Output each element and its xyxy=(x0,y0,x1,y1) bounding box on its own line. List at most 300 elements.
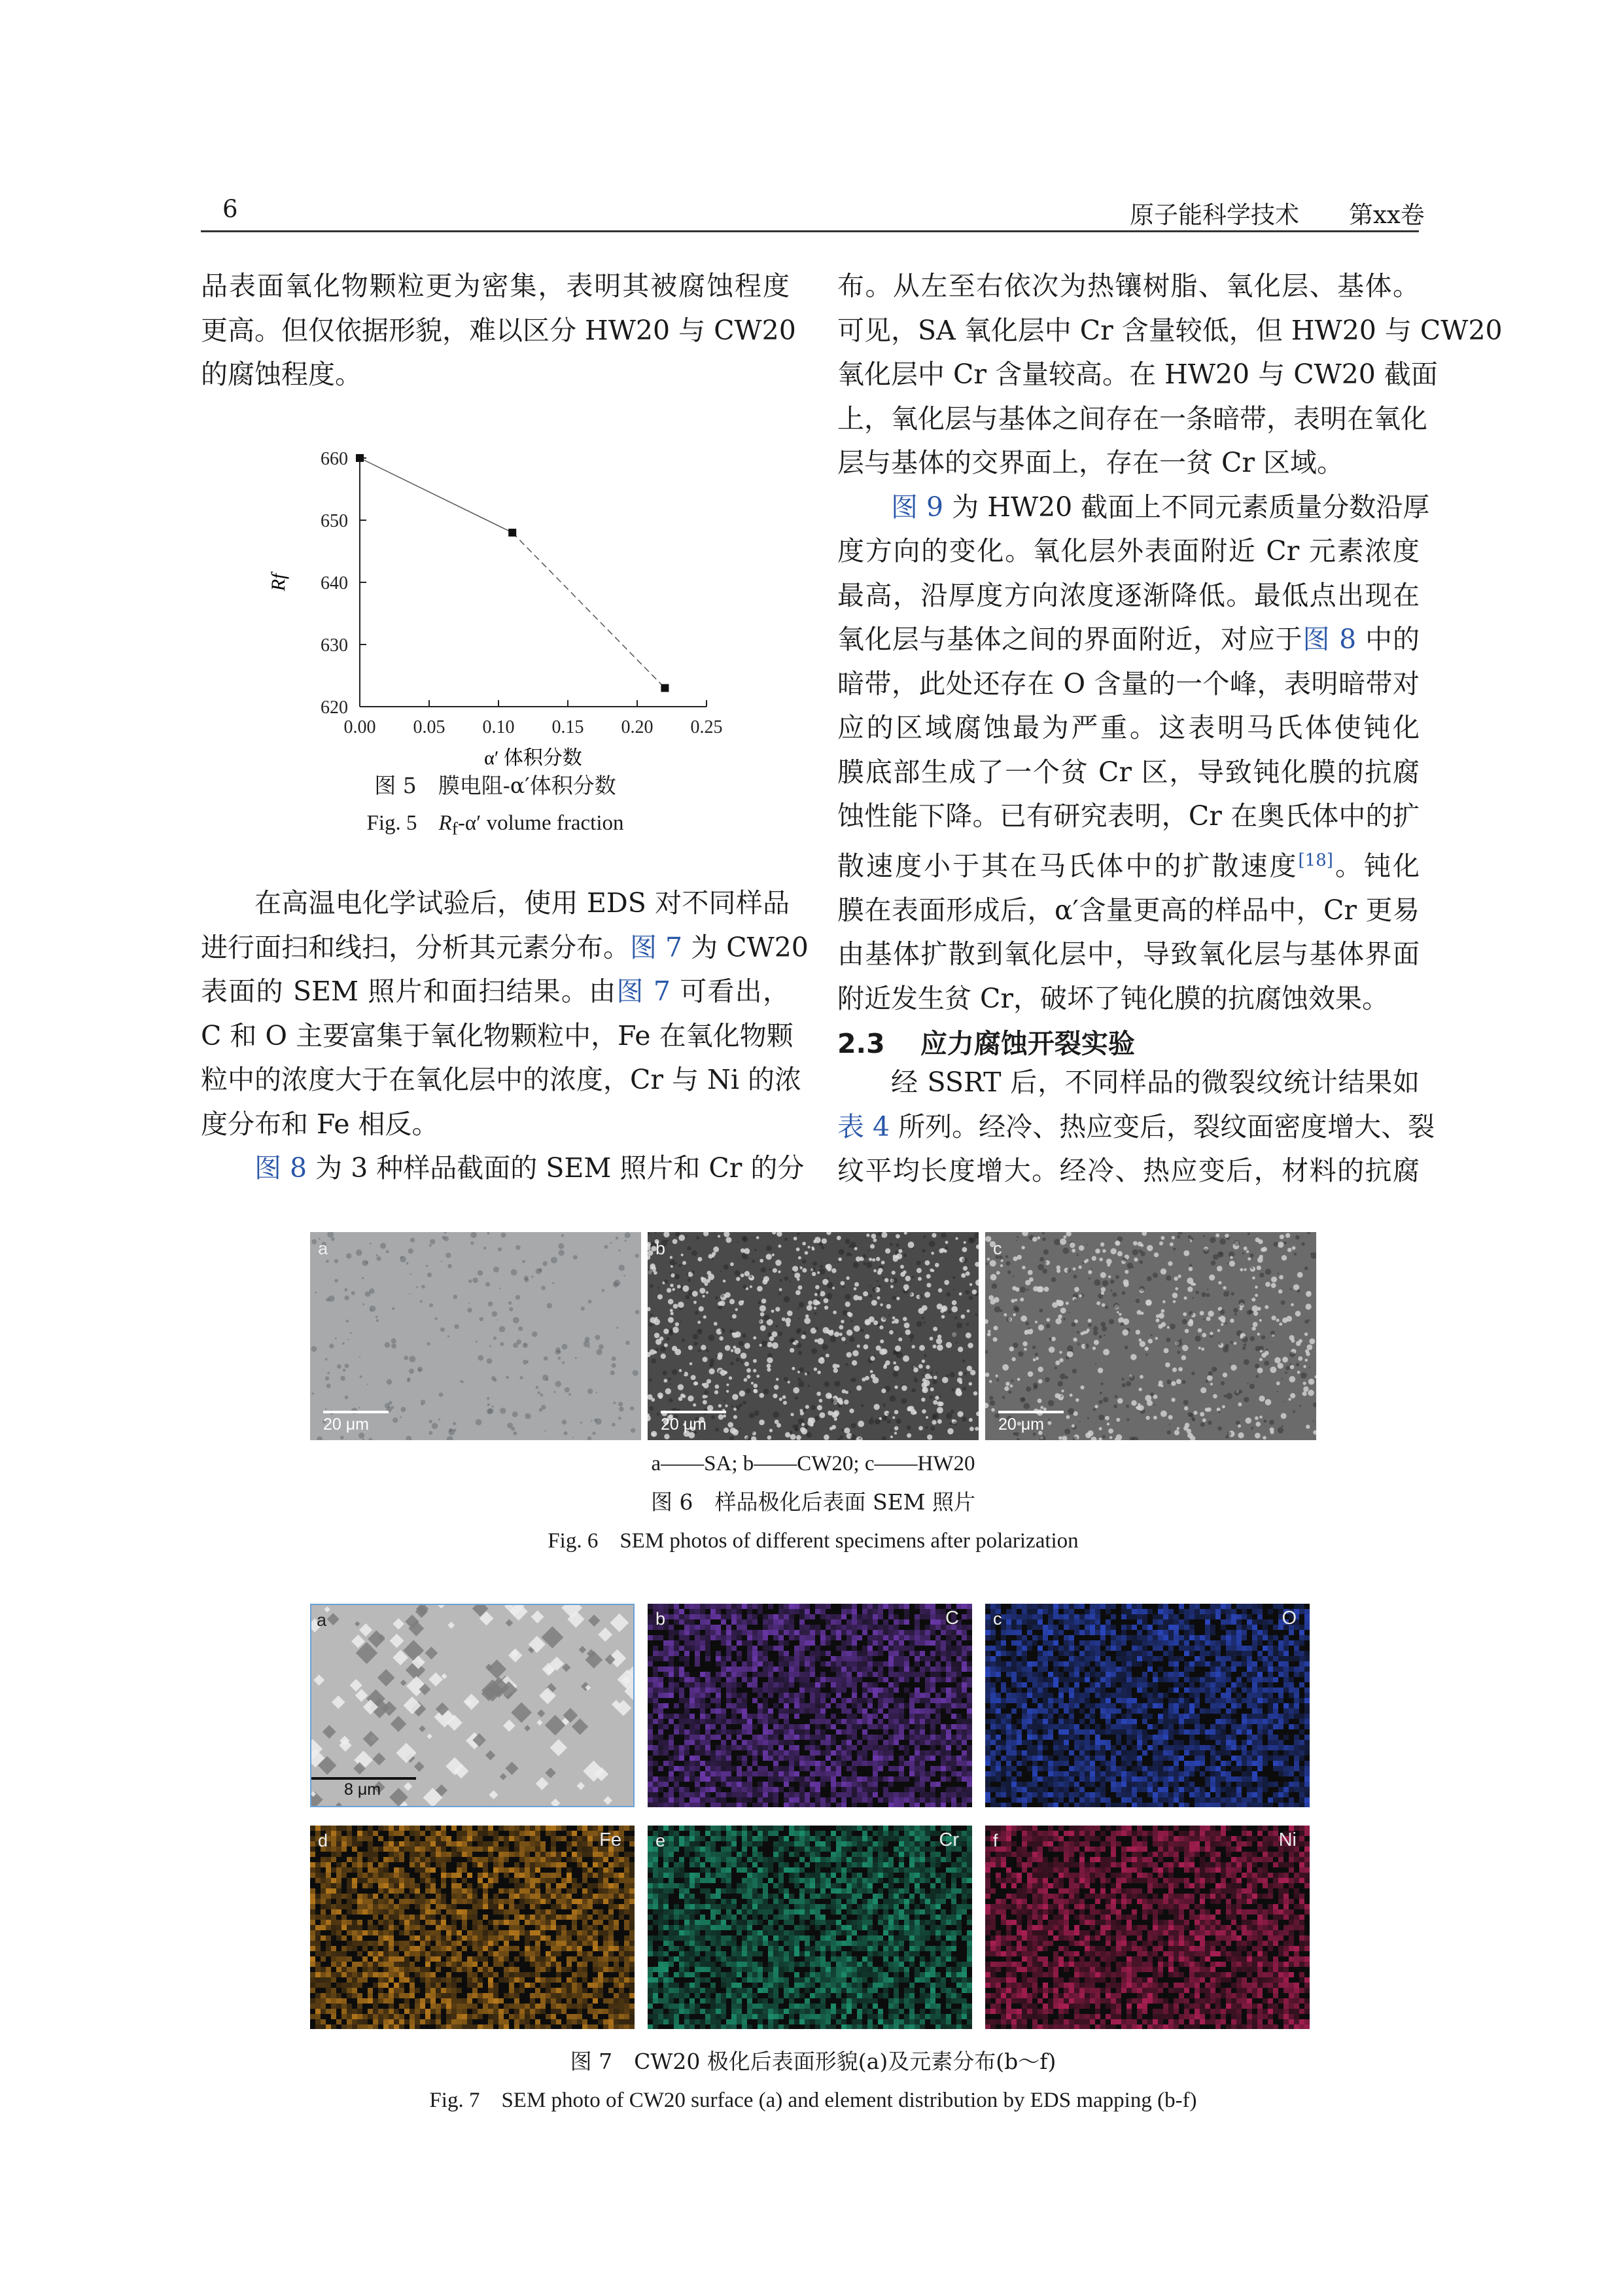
oxide-particle xyxy=(1174,1430,1179,1435)
map-pixel xyxy=(1200,1677,1205,1682)
oxide-particle xyxy=(1307,1345,1313,1351)
map-pixel xyxy=(1283,1635,1289,1640)
map-pixel xyxy=(1163,1677,1168,1682)
map-pixel xyxy=(1111,1703,1116,1708)
map-pixel xyxy=(716,1803,721,1807)
map-pixel xyxy=(663,1740,669,1745)
oxide-particle xyxy=(856,1256,861,1262)
figure-7-link[interactable]: 图 7 xyxy=(616,976,671,1007)
map-pixel xyxy=(1247,1719,1252,1724)
map-pixel xyxy=(674,1782,679,1787)
map-pixel xyxy=(799,1625,805,1630)
map-pixel xyxy=(985,1651,990,1656)
map-pixel xyxy=(784,1729,789,1735)
scale-bar xyxy=(661,1411,726,1413)
dark-spot xyxy=(709,1358,714,1364)
map-pixel xyxy=(915,1708,920,1714)
text-span: 为 HW20 截面上不同元素质量分数沿厚 xyxy=(943,491,1430,523)
map-pixel xyxy=(684,1635,689,1640)
map-pixel xyxy=(820,1750,826,1756)
map-pixel xyxy=(826,1776,831,1782)
map-pixel xyxy=(894,1766,899,1771)
map-pixel xyxy=(674,1630,679,1635)
map-pixel xyxy=(1168,1677,1174,1682)
map-pixel xyxy=(996,1714,1001,1719)
oxide-particle xyxy=(845,1301,850,1307)
map-pixel xyxy=(674,1667,679,1672)
oxide-particle xyxy=(706,1291,708,1294)
map-pixel xyxy=(990,1656,996,1661)
map-pixel xyxy=(731,1646,737,1651)
map-pixel xyxy=(1184,1719,1189,1724)
dark-spot xyxy=(914,1378,918,1382)
dark-spot xyxy=(544,1356,548,1361)
dark-spot xyxy=(400,1417,402,1419)
map-pixel xyxy=(710,1797,716,1803)
map-pixel xyxy=(1074,1656,1079,1661)
dark-spot xyxy=(1230,1292,1234,1296)
map-pixel xyxy=(768,1708,773,1714)
map-pixel xyxy=(679,1614,684,1619)
map-pixel xyxy=(1038,1682,1043,1687)
map-pixel xyxy=(1100,1703,1106,1708)
map-pixel xyxy=(920,1724,925,1729)
oxide-particle xyxy=(1259,1319,1262,1322)
dark-spot xyxy=(773,1411,779,1418)
oxide-particle xyxy=(675,1322,679,1326)
dark-spot xyxy=(1183,1400,1189,1405)
map-pixel xyxy=(1126,1682,1132,1687)
map-pixel xyxy=(1179,1625,1184,1630)
map-pixel xyxy=(663,1761,669,1766)
oxide-particle xyxy=(756,1236,759,1239)
dark-spot xyxy=(1176,1340,1182,1347)
map-pixel xyxy=(737,1797,742,1803)
oxide-particle xyxy=(1145,1347,1148,1349)
map-pixel xyxy=(935,1703,941,1708)
dark-spot xyxy=(1006,1261,1011,1265)
dark-spot xyxy=(1247,1383,1248,1384)
map-pixel xyxy=(747,1635,752,1640)
map-pixel xyxy=(956,1735,962,1740)
dark-spot xyxy=(1244,1343,1246,1346)
map-pixel xyxy=(941,1756,946,1761)
map-pixel xyxy=(888,1614,894,1619)
map-pixel xyxy=(846,1750,852,1756)
oxide-particle xyxy=(873,1404,879,1410)
dark-spot xyxy=(421,1285,425,1289)
dark-spot xyxy=(518,1326,523,1331)
dark-spot xyxy=(1072,1322,1076,1327)
figure-9-link[interactable]: 图 9 xyxy=(891,491,944,523)
map-pixel xyxy=(742,1761,747,1766)
map-pixel xyxy=(752,1619,758,1625)
map-pixel xyxy=(990,1724,996,1729)
oxide-particle xyxy=(1099,1258,1103,1262)
map-pixel xyxy=(716,1651,721,1656)
map-pixel xyxy=(773,1703,778,1708)
dark-spot xyxy=(380,1243,386,1248)
map-pixel xyxy=(826,1724,831,1729)
oxide-particle xyxy=(814,1293,818,1296)
map-pixel xyxy=(653,1677,658,1682)
oxide-particle xyxy=(1119,1313,1121,1315)
map-pixel xyxy=(1132,1708,1137,1714)
oxide-particle xyxy=(873,1269,877,1273)
oxide-particle xyxy=(935,1263,939,1267)
dark-spot xyxy=(877,1280,879,1282)
oxide-particle xyxy=(882,1349,888,1354)
map-pixel xyxy=(836,1803,841,1807)
oxide-particle xyxy=(1230,1365,1236,1371)
map-pixel xyxy=(1252,1672,1257,1677)
map-pixel xyxy=(1058,1693,1064,1698)
dark-spot xyxy=(470,1232,476,1238)
map-pixel xyxy=(899,1724,904,1729)
dark-spot xyxy=(707,1350,709,1352)
oxide-particle xyxy=(1278,1363,1283,1369)
map-pixel xyxy=(1231,1640,1236,1646)
map-pixel xyxy=(705,1724,710,1729)
map-pixel xyxy=(1226,1693,1231,1698)
map-pixel xyxy=(1215,1604,1221,1609)
map-pixel xyxy=(810,1656,815,1661)
map-pixel xyxy=(1263,1714,1268,1719)
map-pixel xyxy=(985,1630,990,1635)
map-pixel xyxy=(705,1714,710,1719)
map-pixel xyxy=(1268,1646,1273,1651)
text-span: 进行面扫和线扫，分析其元素分布。 xyxy=(201,931,630,963)
oxide-particle xyxy=(739,1390,745,1396)
oxide-particle xyxy=(952,1419,954,1422)
map-pixel xyxy=(1221,1635,1226,1640)
map-pixel xyxy=(810,1698,815,1703)
map-pixel xyxy=(857,1651,862,1656)
dark-spot xyxy=(860,1328,864,1332)
map-pixel xyxy=(920,1672,925,1677)
dark-spot xyxy=(952,1276,955,1279)
map-pixel xyxy=(867,1651,873,1656)
oxide-particle xyxy=(932,1420,936,1424)
oxide-particle xyxy=(1021,1246,1024,1249)
map-pixel xyxy=(831,1614,836,1619)
dark-spot xyxy=(769,1268,771,1270)
map-pixel xyxy=(967,1719,972,1724)
oxide-particle xyxy=(1066,1415,1070,1419)
map-pixel xyxy=(773,1766,778,1771)
map-pixel xyxy=(1064,1619,1069,1625)
map-pixel xyxy=(1189,1708,1195,1714)
map-pixel xyxy=(737,1766,742,1771)
figure-7-link[interactable]: 图 7 xyxy=(630,931,683,963)
map-pixel xyxy=(810,1787,815,1792)
map-pixel xyxy=(674,1803,679,1807)
map-pixel xyxy=(1048,1609,1053,1614)
map-pixel xyxy=(721,1750,726,1756)
map-pixel xyxy=(768,1682,773,1687)
map-pixel xyxy=(1132,1656,1137,1661)
map-pixel xyxy=(831,1630,836,1635)
oxide-particle xyxy=(1015,1287,1020,1292)
table-4-link[interactable]: 表 4 xyxy=(837,1110,890,1142)
dark-spot xyxy=(340,1376,345,1381)
map-pixel xyxy=(1242,1614,1247,1619)
map-pixel xyxy=(752,1687,758,1693)
map-pixel xyxy=(684,1776,689,1782)
map-pixel xyxy=(930,1667,935,1672)
map-pixel xyxy=(1168,1630,1174,1635)
map-pixel xyxy=(658,1677,663,1682)
map-pixel xyxy=(1079,1656,1085,1661)
dark-spot xyxy=(1115,1395,1118,1398)
map-pixel xyxy=(867,1646,873,1651)
map-pixel xyxy=(742,1724,747,1729)
map-pixel xyxy=(1247,1619,1252,1625)
map-pixel xyxy=(841,1698,846,1703)
map-pixel xyxy=(1085,1619,1090,1625)
map-pixel xyxy=(737,1672,742,1677)
map-pixel xyxy=(841,1614,846,1619)
oxide-particle xyxy=(773,1394,777,1398)
oxide-particle xyxy=(988,1295,994,1300)
map-pixel xyxy=(695,1703,700,1708)
map-pixel xyxy=(1027,1630,1032,1635)
oxide-particle xyxy=(937,1402,943,1407)
oxide-particle xyxy=(935,1396,939,1400)
dark-spot xyxy=(427,1273,432,1277)
map-pixel xyxy=(1126,1667,1132,1672)
dark-spot xyxy=(890,1396,896,1402)
map-pixel xyxy=(763,1687,768,1693)
dark-spot xyxy=(1025,1322,1029,1326)
map-pixel xyxy=(967,1682,972,1687)
map-pixel xyxy=(990,1708,996,1714)
map-pixel xyxy=(1226,1698,1231,1703)
dark-spot xyxy=(850,1434,856,1440)
oxide-particle xyxy=(1200,1311,1204,1315)
map-pixel xyxy=(747,1787,752,1792)
dark-spot xyxy=(1217,1426,1222,1431)
dark-spot xyxy=(334,1259,338,1263)
dark-spot xyxy=(1093,1326,1098,1331)
dark-spot xyxy=(542,1261,548,1266)
map-pixel xyxy=(695,1729,700,1735)
map-pixel xyxy=(663,1703,669,1708)
oxide-particle xyxy=(846,1277,849,1280)
map-pixel xyxy=(758,1787,763,1792)
map-pixel xyxy=(1257,1682,1263,1687)
dark-spot xyxy=(1182,1319,1187,1324)
map-pixel xyxy=(684,1771,689,1776)
oxide-particle xyxy=(703,1315,707,1318)
map-pixel xyxy=(996,1677,1001,1682)
oxide-particle xyxy=(926,1283,931,1288)
map-pixel xyxy=(789,1661,794,1667)
map-pixel xyxy=(663,1693,669,1698)
oxide-particle xyxy=(936,1338,943,1345)
map-pixel xyxy=(1043,1693,1048,1698)
oxide-particle xyxy=(1038,1398,1042,1403)
map-pixel xyxy=(1210,1677,1215,1682)
map-pixel xyxy=(1168,1614,1174,1619)
map-pixel xyxy=(778,1630,784,1635)
dark-spot xyxy=(1018,1351,1024,1357)
oxide-particle xyxy=(1176,1379,1181,1384)
map-pixel xyxy=(1064,1625,1069,1630)
map-pixel xyxy=(1242,1604,1247,1609)
map-pixel xyxy=(878,1766,883,1771)
map-pixel xyxy=(658,1729,663,1735)
dark-spot xyxy=(630,1406,634,1410)
map-pixel xyxy=(852,1635,857,1640)
map-pixel xyxy=(1304,1698,1310,1703)
map-pixel xyxy=(663,1803,669,1807)
map-pixel xyxy=(904,1630,909,1635)
dark-spot xyxy=(795,1428,797,1430)
map-pixel xyxy=(956,1745,962,1750)
map-pixel xyxy=(679,1787,684,1792)
map-pixel xyxy=(1289,1682,1294,1687)
oxide-particle xyxy=(959,1258,962,1261)
dark-spot xyxy=(553,1391,555,1393)
figure-8-link[interactable]: 图 8 xyxy=(1302,624,1357,655)
dark-spot xyxy=(525,1278,529,1282)
map-pixel xyxy=(1064,1703,1069,1708)
map-pixel xyxy=(883,1724,888,1729)
map-pixel xyxy=(878,1604,883,1609)
map-pixel xyxy=(1137,1614,1142,1619)
map-pixel xyxy=(799,1682,805,1687)
map-pixel xyxy=(930,1724,935,1729)
map-pixel xyxy=(1006,1667,1011,1672)
map-pixel xyxy=(1121,1677,1126,1682)
text-line: 度分布和 Fe 相反。 xyxy=(201,1108,439,1140)
citation-link[interactable]: [18] xyxy=(1298,850,1333,870)
oxide-particle xyxy=(1075,1398,1079,1402)
map-pixel xyxy=(789,1766,794,1771)
oxide-particle xyxy=(798,1285,803,1290)
map-pixel xyxy=(1006,1672,1011,1677)
map-pixel xyxy=(1294,1646,1299,1651)
map-pixel xyxy=(721,1619,726,1625)
map-pixel xyxy=(689,1614,695,1619)
map-pixel xyxy=(784,1724,789,1729)
dark-spot xyxy=(724,1400,725,1402)
map-pixel xyxy=(878,1698,883,1703)
map-pixel xyxy=(920,1667,925,1672)
map-pixel xyxy=(700,1625,705,1630)
dark-spot xyxy=(910,1340,912,1342)
dark-spot xyxy=(952,1333,956,1337)
text-line: 度方向的变化。氧化层外表面附近 Cr 元素浓度 xyxy=(837,535,1420,567)
dark-spot xyxy=(1301,1243,1304,1246)
dark-spot xyxy=(903,1248,904,1250)
map-pixel xyxy=(799,1693,805,1698)
map-pixel xyxy=(648,1698,653,1703)
map-pixel xyxy=(1043,1656,1048,1661)
map-pixel xyxy=(773,1619,778,1625)
oxide-particle xyxy=(814,1307,816,1309)
map-pixel xyxy=(684,1803,689,1807)
oxide-particle xyxy=(1148,1339,1153,1343)
map-pixel xyxy=(883,1619,888,1625)
oxide-particle xyxy=(889,1330,894,1335)
map-pixel xyxy=(873,1661,878,1667)
map-pixel xyxy=(758,1703,763,1708)
map-pixel xyxy=(867,1776,873,1782)
map-pixel xyxy=(1184,1677,1189,1682)
map-pixel xyxy=(1299,1604,1304,1609)
map-pixel xyxy=(1304,1625,1310,1630)
text-span: 为 3 种样品截面的 SEM 照片和 Cr 的分 xyxy=(307,1152,805,1184)
map-pixel xyxy=(1106,1630,1111,1635)
map-pixel xyxy=(794,1667,799,1672)
dark-spot xyxy=(669,1272,671,1274)
sem-photo-a xyxy=(310,1232,641,1440)
oxide-particle xyxy=(815,1301,819,1305)
dark-spot xyxy=(924,1354,927,1357)
oxide-particle xyxy=(911,1345,915,1349)
map-pixel xyxy=(1231,1614,1236,1619)
map-pixel xyxy=(1283,1667,1289,1672)
dark-spot xyxy=(1227,1432,1232,1436)
map-pixel xyxy=(789,1724,794,1729)
map-pixel xyxy=(909,1787,915,1792)
map-pixel xyxy=(1043,1640,1048,1646)
map-pixel xyxy=(873,1630,878,1635)
right-paragraph-3 xyxy=(837,1061,1435,1193)
map-pixel xyxy=(1252,1693,1257,1698)
map-pixel xyxy=(1153,1635,1158,1640)
map-pixel xyxy=(737,1651,742,1656)
map-pixel xyxy=(1137,1630,1142,1635)
map-pixel xyxy=(679,1771,684,1776)
map-pixel xyxy=(1263,1661,1268,1667)
oxide-particle xyxy=(1060,1239,1066,1245)
map-pixel xyxy=(883,1693,888,1698)
map-pixel xyxy=(648,1724,653,1729)
map-pixel xyxy=(935,1635,941,1640)
oxide-particle xyxy=(1083,1331,1087,1335)
map-pixel xyxy=(789,1761,794,1766)
map-pixel xyxy=(894,1625,899,1630)
dark-spot xyxy=(454,1324,459,1329)
oxide-particle xyxy=(664,1434,669,1439)
map-pixel xyxy=(1184,1661,1189,1667)
dark-spot xyxy=(1259,1346,1264,1351)
map-pixel xyxy=(909,1761,915,1766)
dark-spot xyxy=(924,1321,926,1323)
oxide-particle xyxy=(865,1320,869,1325)
map-pixel xyxy=(669,1745,674,1750)
map-pixel xyxy=(1268,1719,1273,1724)
figure-8-link[interactable]: 图 8 xyxy=(254,1152,307,1184)
map-pixel xyxy=(935,1740,941,1745)
map-pixel xyxy=(1153,1687,1158,1693)
map-pixel xyxy=(888,1708,894,1714)
oxide-particle xyxy=(969,1283,972,1286)
dark-spot xyxy=(1242,1336,1248,1343)
map-pixel xyxy=(1106,1708,1111,1714)
map-pixel xyxy=(1252,1625,1257,1630)
map-pixel xyxy=(1247,1651,1252,1656)
oxide-particle xyxy=(1102,1303,1106,1307)
map-pixel xyxy=(1215,1656,1221,1661)
map-pixel xyxy=(1090,1656,1095,1661)
map-pixel xyxy=(1017,1703,1022,1708)
map-pixel xyxy=(1022,1698,1027,1703)
map-pixel xyxy=(1184,1672,1189,1677)
